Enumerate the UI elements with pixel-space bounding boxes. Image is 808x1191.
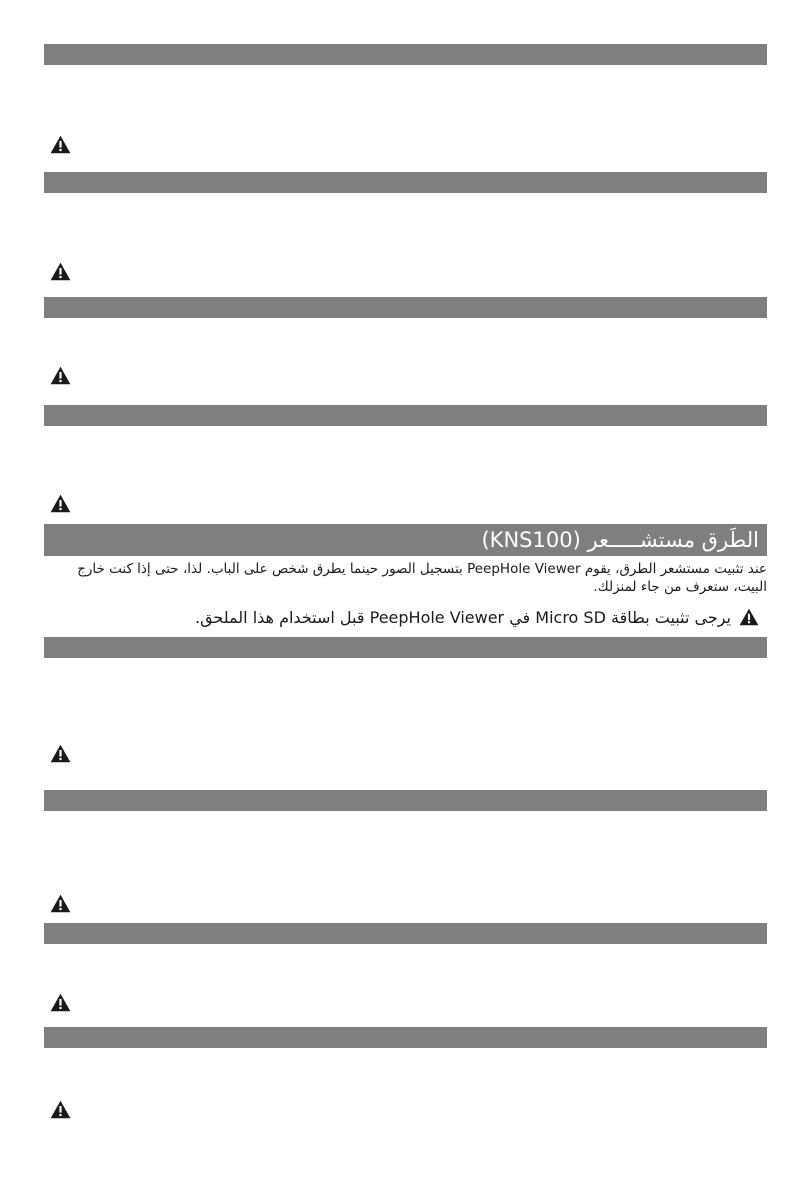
warning-icon xyxy=(50,262,71,281)
section-header-bar xyxy=(44,1027,767,1048)
section-header-bar xyxy=(44,172,767,193)
warning-icon xyxy=(50,135,71,154)
warning-icon xyxy=(50,494,71,513)
section-header-bar xyxy=(44,923,767,944)
micro-sd-note xyxy=(44,606,759,630)
section-header-bar xyxy=(44,637,767,658)
warning-icon xyxy=(50,744,71,763)
section-header-bar xyxy=(44,405,767,426)
section-header-bar xyxy=(44,790,767,811)
knock-sensor-title: الطَرق مستشـــــعر (KNS100) xyxy=(44,524,767,556)
knock-sensor-description: عند تثبيت مستشعر الطرق، يقوم PeepHole Viewer بتسجيل الصور حينما يطرق شخص على الباب. لذا، حتى إذا كنت خارج البيت، ستعرف من جاء لمنزلك. xyxy=(77,561,767,595)
warning-icon xyxy=(50,894,71,913)
warning-icon xyxy=(739,608,759,626)
micro-sd-note-text: يرجى تثبيت بطاقة Micro SD في PeepHole Viewer قبل استخدام هذا الملحق. xyxy=(195,608,731,627)
section-header-bar xyxy=(44,297,767,318)
warning-icon xyxy=(50,366,71,385)
warning-icon xyxy=(50,1100,71,1119)
warning-icon xyxy=(50,993,71,1012)
section-header-bar xyxy=(44,44,767,65)
